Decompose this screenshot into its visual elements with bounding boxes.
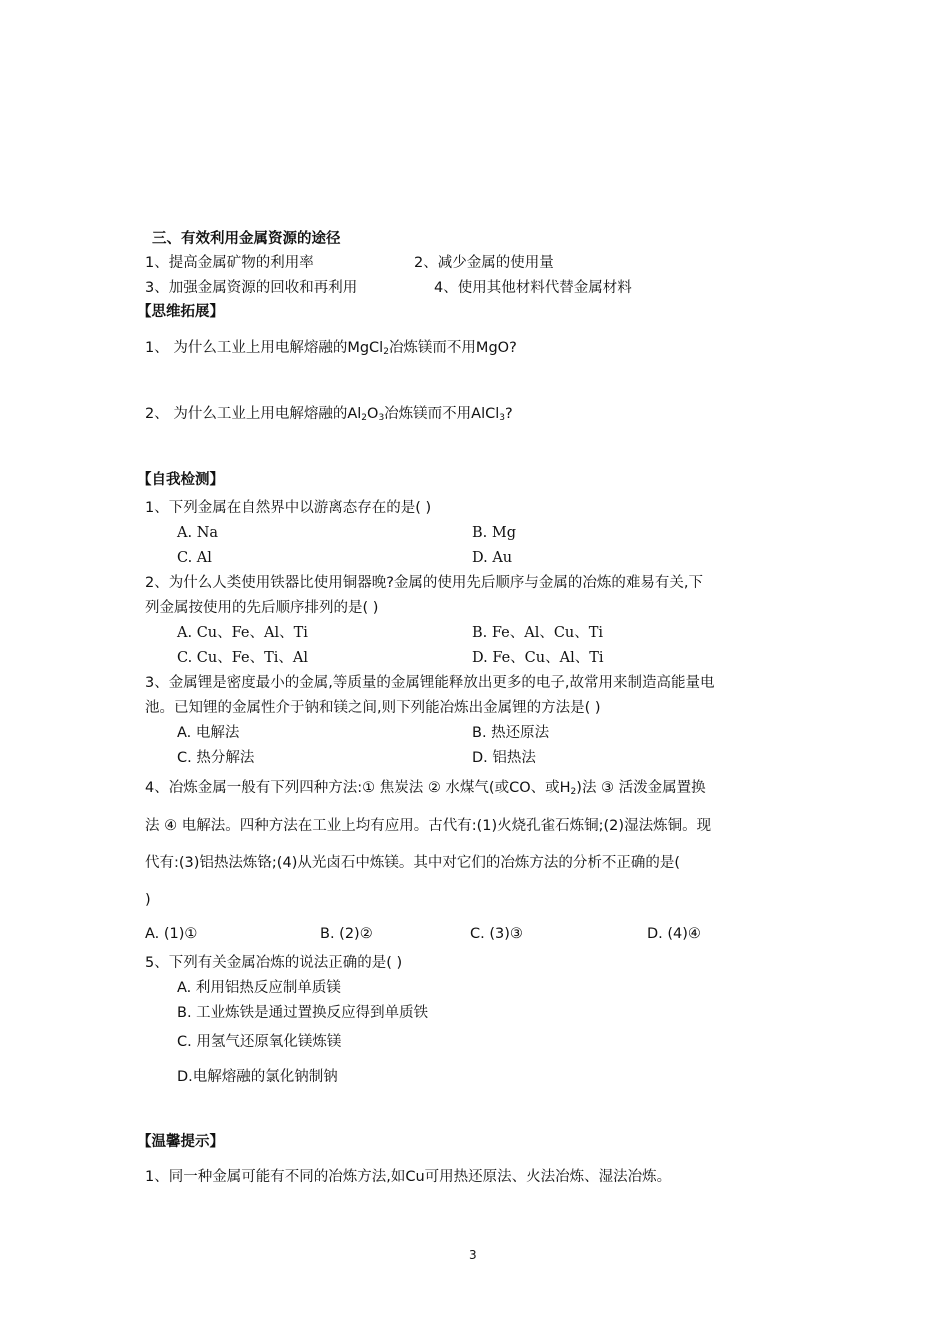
check-q4-option-d: D. (4)④ (647, 926, 701, 942)
check-q4-stem-line1: 4、冶炼金属一般有下列四种方法:① 焦炭法 ② 水煤气(或CO、或$H_2$)法 ③ 活泼金属置换 (145, 780, 706, 797)
check-q2-option-d: D. Fe、Cu、Al、Ti (472, 650, 604, 666)
check-q4-option-b: B. (2)② (320, 926, 373, 942)
check-q2-option-a: A. Cu、Fe、Al、Ti (177, 625, 308, 641)
section-title: 三、有效利用金属资源的途径 (152, 231, 341, 247)
check-q3-stem-line1: 3、金属锂是密度最小的金属,等质量的金属锂能释放出更多的电子,故常用来制造高能量电 (145, 675, 715, 691)
check-q1-option-c: C. Al (177, 550, 212, 566)
check-q5-option-a: A. 利用铝热反应制单质镁 (177, 980, 341, 996)
check-q4-stem-line4: ) (145, 892, 151, 908)
check-q5-stem: 5、下列有关金属冶炼的说法正确的是( ) (145, 955, 403, 971)
check-q3-option-b: B. 热还原法 (472, 725, 550, 741)
check-q4-stem-line2: 法 ④ 电解法。四种方法在工业上均有应用。古代有:(1)火烧孔雀石炼铜;(2)湿法炼铜。现 (145, 818, 712, 834)
page-number: 3 (469, 1248, 477, 1262)
way-item-2: 2、减少金属的使用量 (414, 255, 554, 271)
check-q5-option-d: D.电解熔融的氯化钠制钠 (177, 1069, 338, 1085)
way-item-4: 4、使用其他材料代替金属材料 (434, 280, 632, 296)
check-q2-option-b: B. Fe、Al、Cu、Ti (472, 625, 604, 641)
check-q1-option-d: D. Au (472, 550, 513, 566)
check-q2-stem-line2: 列金属按使用的先后顺序排列的是( ) (145, 600, 379, 616)
check-q4-stem-line3: 代有:(3)铝热法炼铬;(4)从光卤石中炼镁。其中对它们的冶炼方法的分析不正确的是( (145, 855, 681, 871)
check-q1-option-a: A. Na (177, 525, 219, 541)
tips-heading: 【温馨提示】 (137, 1134, 224, 1150)
check-heading: 【自我检测】 (137, 472, 224, 488)
thinking-question-1: 1、 为什么工业上用电解熔融的MgCl$_2$冶炼镁而不用MgO? (145, 340, 517, 357)
tips-item-1: 1、同一种金属可能有不同的冶炼方法,如Cu可用热还原法、火法冶炼、湿法冶炼。 (145, 1169, 672, 1185)
way-item-3: 3、加强金属资源的回收和再利用 (145, 280, 358, 296)
check-q3-option-a: A. 电解法 (177, 725, 240, 741)
check-q1-stem: 1、下列金属在自然界中以游离态存在的是( ) (145, 500, 432, 516)
check-q5-option-b: B. 工业炼铁是通过置换反应得到单质铁 (177, 1005, 429, 1021)
check-q3-option-c: C. 热分解法 (177, 750, 255, 766)
way-item-1: 1、提高金属矿物的利用率 (145, 255, 314, 271)
check-q4-option-c: C. (3)③ (470, 926, 523, 942)
check-q2-option-c: C. Cu、Fe、Ti、Al (177, 650, 308, 666)
check-q1-option-b: B. Mg (472, 525, 517, 541)
check-q2-stem-line1: 2、为什么人类使用铁器比使用铜器晚?金属的使用先后顺序与金属的冶炼的难易有关,下 (145, 575, 704, 591)
thinking-question-2: 2、 为什么工业上用电解熔融的$Al_2O_3$冶炼镁而不用AlCl$_3$? (145, 406, 513, 423)
check-q3-stem-line2: 池。已知锂的金属性介于钠和镁之间,则下列能冶炼出金属锂的方法是( ) (145, 700, 601, 716)
thinking-heading: 【思维拓展】 (137, 304, 224, 320)
check-q4-option-a: A. (1)① (145, 926, 198, 942)
check-q5-option-c: C. 用氢气还原氧化镁炼镁 (177, 1034, 342, 1050)
check-q3-option-d: D. 铝热法 (472, 750, 536, 766)
